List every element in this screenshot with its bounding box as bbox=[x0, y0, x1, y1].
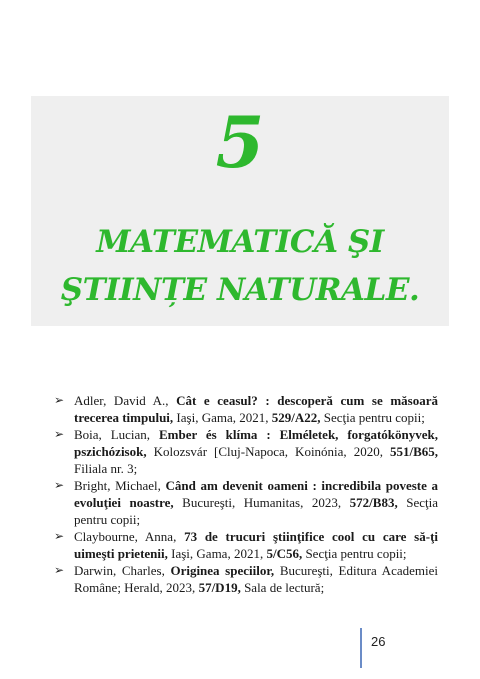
entry-location: Secţia pentru copii; bbox=[302, 546, 407, 561]
entry-publication: Bucureşti, Editura Academiei Române; Herald, 2023, bbox=[74, 563, 438, 595]
entry-author: Darwin, Charles, bbox=[74, 563, 171, 578]
chapter-title bbox=[31, 218, 449, 314]
arrow-right-icon: ➢ bbox=[54, 427, 65, 441]
chapter-number: 5 bbox=[215, 101, 265, 184]
entry-publication: Bucureşti, Humanitas, 2023, bbox=[173, 495, 350, 510]
entry-location: Secţia pentru copii; bbox=[320, 410, 425, 425]
entry-publication: Kolozsvár [Cluj-Napoca, Koinónia, 2020, bbox=[146, 444, 390, 459]
bibliography-entry bbox=[54, 477, 438, 528]
entry-title: 73 de trucuri ştiinţifice cool cu care să-ţi uimeşti prietenii, bbox=[74, 529, 439, 561]
bibliography-entry bbox=[54, 528, 438, 562]
footer-rule bbox=[360, 628, 362, 668]
arrow-right-icon: ➢ bbox=[54, 393, 65, 407]
chapter-banner bbox=[31, 96, 449, 326]
bibliography-entry bbox=[54, 562, 438, 596]
entry-location: Sala de lectură; bbox=[240, 580, 325, 595]
chapter-title-line-2: ŞTIINȚE NATURALE. bbox=[60, 272, 420, 309]
entry-call-number: 551/B65, bbox=[389, 444, 438, 459]
entry-author: Boia, Lucian, bbox=[74, 427, 159, 442]
entry-author: Bright, Michael, bbox=[74, 478, 166, 493]
chapter-title-line-1: MATEMATICĂ ŞI bbox=[96, 224, 384, 260]
entry-title: Cât e ceasul? : descoperă cum se măsoară trecerea timpului, bbox=[74, 393, 438, 425]
page-number: 26 bbox=[371, 634, 386, 649]
entry-call-number: 572/B83, bbox=[349, 495, 398, 510]
bibliography-entry bbox=[54, 392, 438, 426]
entry-publication: Iaşi, Gama, 2021, bbox=[173, 410, 272, 425]
entry-author: Claybourne, Anna, bbox=[74, 529, 185, 544]
entry-title: Originea speciilor, bbox=[170, 563, 275, 578]
entry-publication: Iaşi, Gama, 2021, bbox=[167, 546, 267, 561]
entry-call-number: 529/A22, bbox=[271, 410, 321, 425]
bibliography-entry bbox=[54, 426, 438, 477]
entry-call-number: 57/D19, bbox=[198, 580, 241, 595]
entry-title: Când am devenit oameni : incredibila poveste a evoluţiei noastre, bbox=[74, 478, 438, 510]
entry-location: Filiala nr. 3; bbox=[74, 461, 138, 476]
arrow-right-icon: ➢ bbox=[54, 478, 65, 492]
entry-author: Adler, David A., bbox=[74, 393, 177, 408]
entry-location: Secţia pentru copii; bbox=[74, 495, 438, 527]
arrow-right-icon: ➢ bbox=[54, 563, 65, 577]
entry-title: Ember és klíma : Elméletek, forgatókönyvek, pszichózisok, bbox=[74, 427, 438, 459]
entry-call-number: 5/C56, bbox=[266, 546, 303, 561]
bibliography-list bbox=[54, 392, 438, 596]
arrow-right-icon: ➢ bbox=[54, 529, 65, 543]
